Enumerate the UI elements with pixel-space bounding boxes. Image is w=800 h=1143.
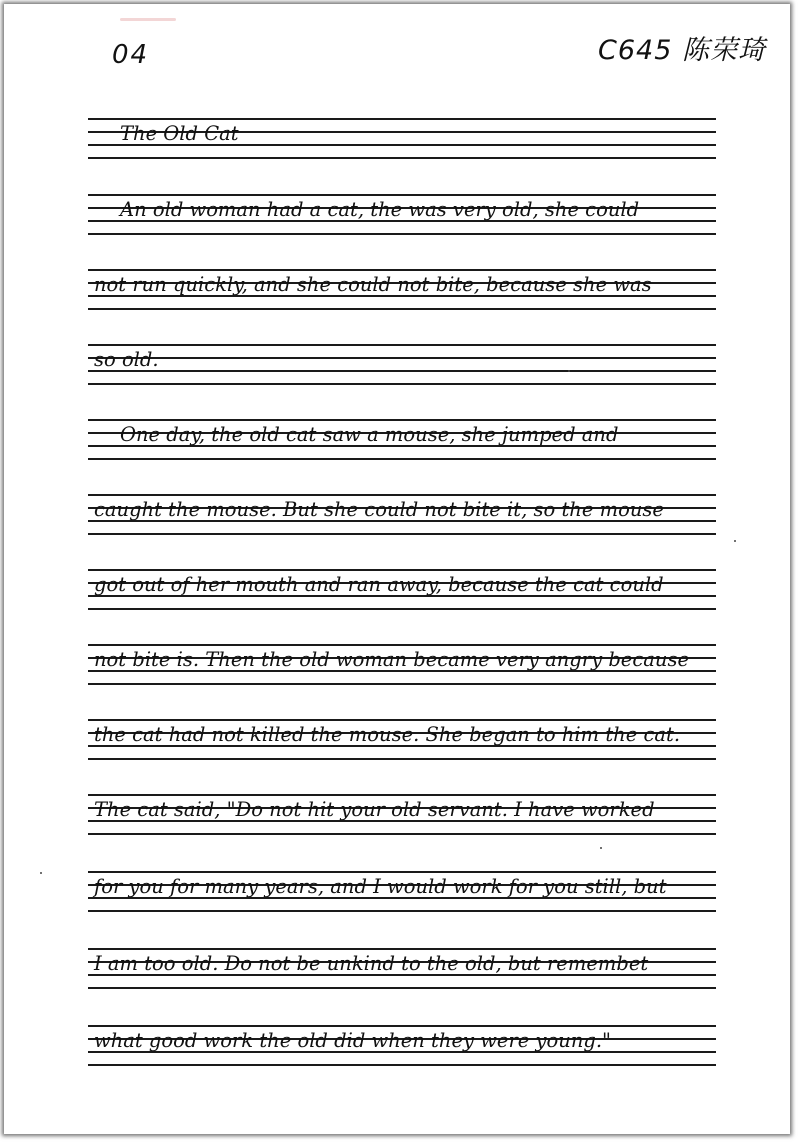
text-line: what good work the old did when they were young." — [94, 1029, 612, 1052]
text-line: not bite is. Then the old woman became very angry because — [94, 648, 689, 671]
text-line: the cat had not killed the mouse. She began to him the cat. — [94, 723, 681, 746]
text-line: An old woman had a cat, the was very old, she could — [120, 198, 640, 221]
handwriting-sheet — [4, 4, 790, 1134]
pink-mark — [120, 18, 176, 21]
text-line: caught the mouse. But she could not bite it, so the mouse — [94, 498, 664, 521]
page-number: 04 — [112, 40, 150, 70]
text-line: I am too old. Do not be unkind to the old, but remembet — [94, 952, 649, 975]
ink-speck — [568, 370, 570, 372]
text-line: for you for many years, and I would work for you still, but — [94, 875, 667, 898]
ink-speck — [600, 847, 602, 849]
text-line: got out of her mouth and ran away, because the cat could — [94, 573, 664, 596]
text-line: not run quickly, and she could not bite, because she was — [94, 273, 652, 296]
ink-speck — [734, 540, 736, 542]
text-line: One day, the old cat saw a mouse, she jumped and — [120, 423, 619, 446]
student-id: C645 陈荣琦 — [598, 35, 766, 66]
ink-speck — [40, 872, 42, 874]
text-line: so old. — [94, 348, 159, 371]
text-line: The cat said, "Do not hit your old servant. I have worked — [94, 798, 655, 821]
title-line: The Old Cat — [120, 122, 239, 145]
